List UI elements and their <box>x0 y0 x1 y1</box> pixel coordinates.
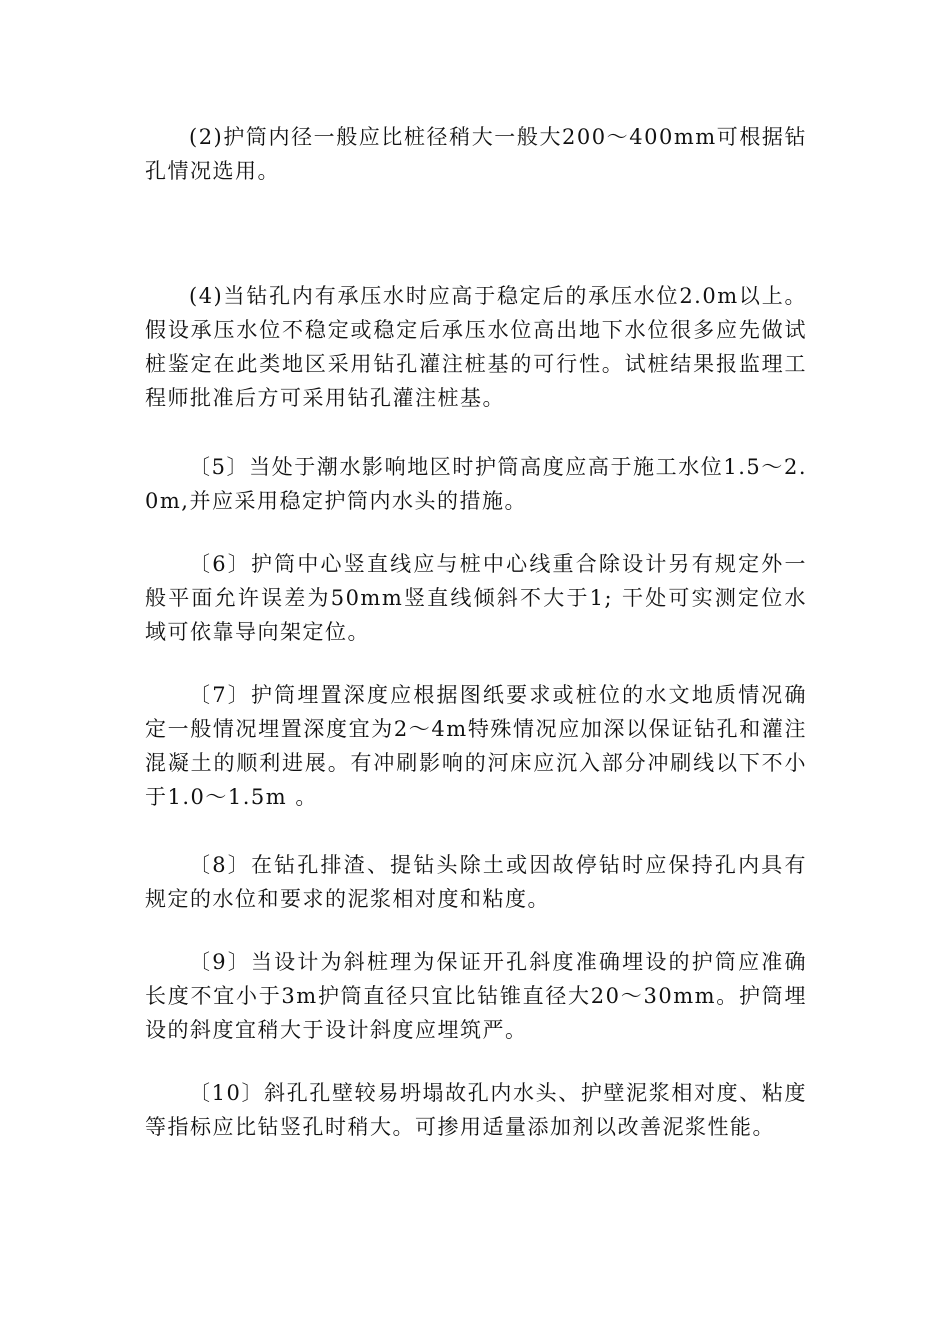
paragraph-10: 〔10〕斜孔孔壁较易坍塌故孔内水头、护壁泥浆相对度、粘度等指标应比钻竖孔时稍大。可掺用适量添加剂以改善泥浆性能。 <box>145 1081 807 1139</box>
paragraph-2: (2)护筒内径一般应比桩径稍大一般大200～400mm可根据钻孔情况选用。 <box>145 125 807 183</box>
paragraph-8: 〔8〕在钻孔排渣、提钻头除土或因故停钻时应保持孔内具有规定的水位和要求的泥浆相对度和粘度。 <box>145 853 807 911</box>
paragraph-4: (4)当钻孔内有承压水时应高于稳定后的承压水位2.0m以上。假设承压水位不稳定或稳定后承压水位高出地下水位很多应先做试桩鉴定在此类地区采用钻孔灌注桩基的可行性。试桩结果报监理工程师批准后方可采用钻孔灌注桩基。 <box>145 284 807 410</box>
paragraph-5: 〔5〕当处于潮水影响地区时护筒高度应高于施工水位1.5～2.0m,并应采用稳定护筒内水头的措施。 <box>145 455 807 513</box>
paragraph-7: 〔7〕护筒埋置深度应根据图纸要求或桩位的水文地质情况确定一般情况埋置深度宜为2～4m特殊情况应加深以保证钻孔和灌注混凝土的顺利进展。有冲刷影响的河床应沉入部分冲刷线以下不小于1.0～1.5m 。 <box>145 683 807 809</box>
paragraph-6: 〔6〕护筒中心竖直线应与桩中心线重合除设计另有规定外一般平面允许误差为50mm竖直线倾斜不大于1; 干处可实测定位水域可依靠导向架定位。 <box>145 552 807 644</box>
paragraph-9: 〔9〕当设计为斜桩理为保证开孔斜度准确埋设的护筒应准确长度不宜小于3m护筒直径只宜比钻锥直径大20～30mm。护筒埋设的斜度宜稍大于设计斜度应埋筑严。 <box>145 950 807 1042</box>
